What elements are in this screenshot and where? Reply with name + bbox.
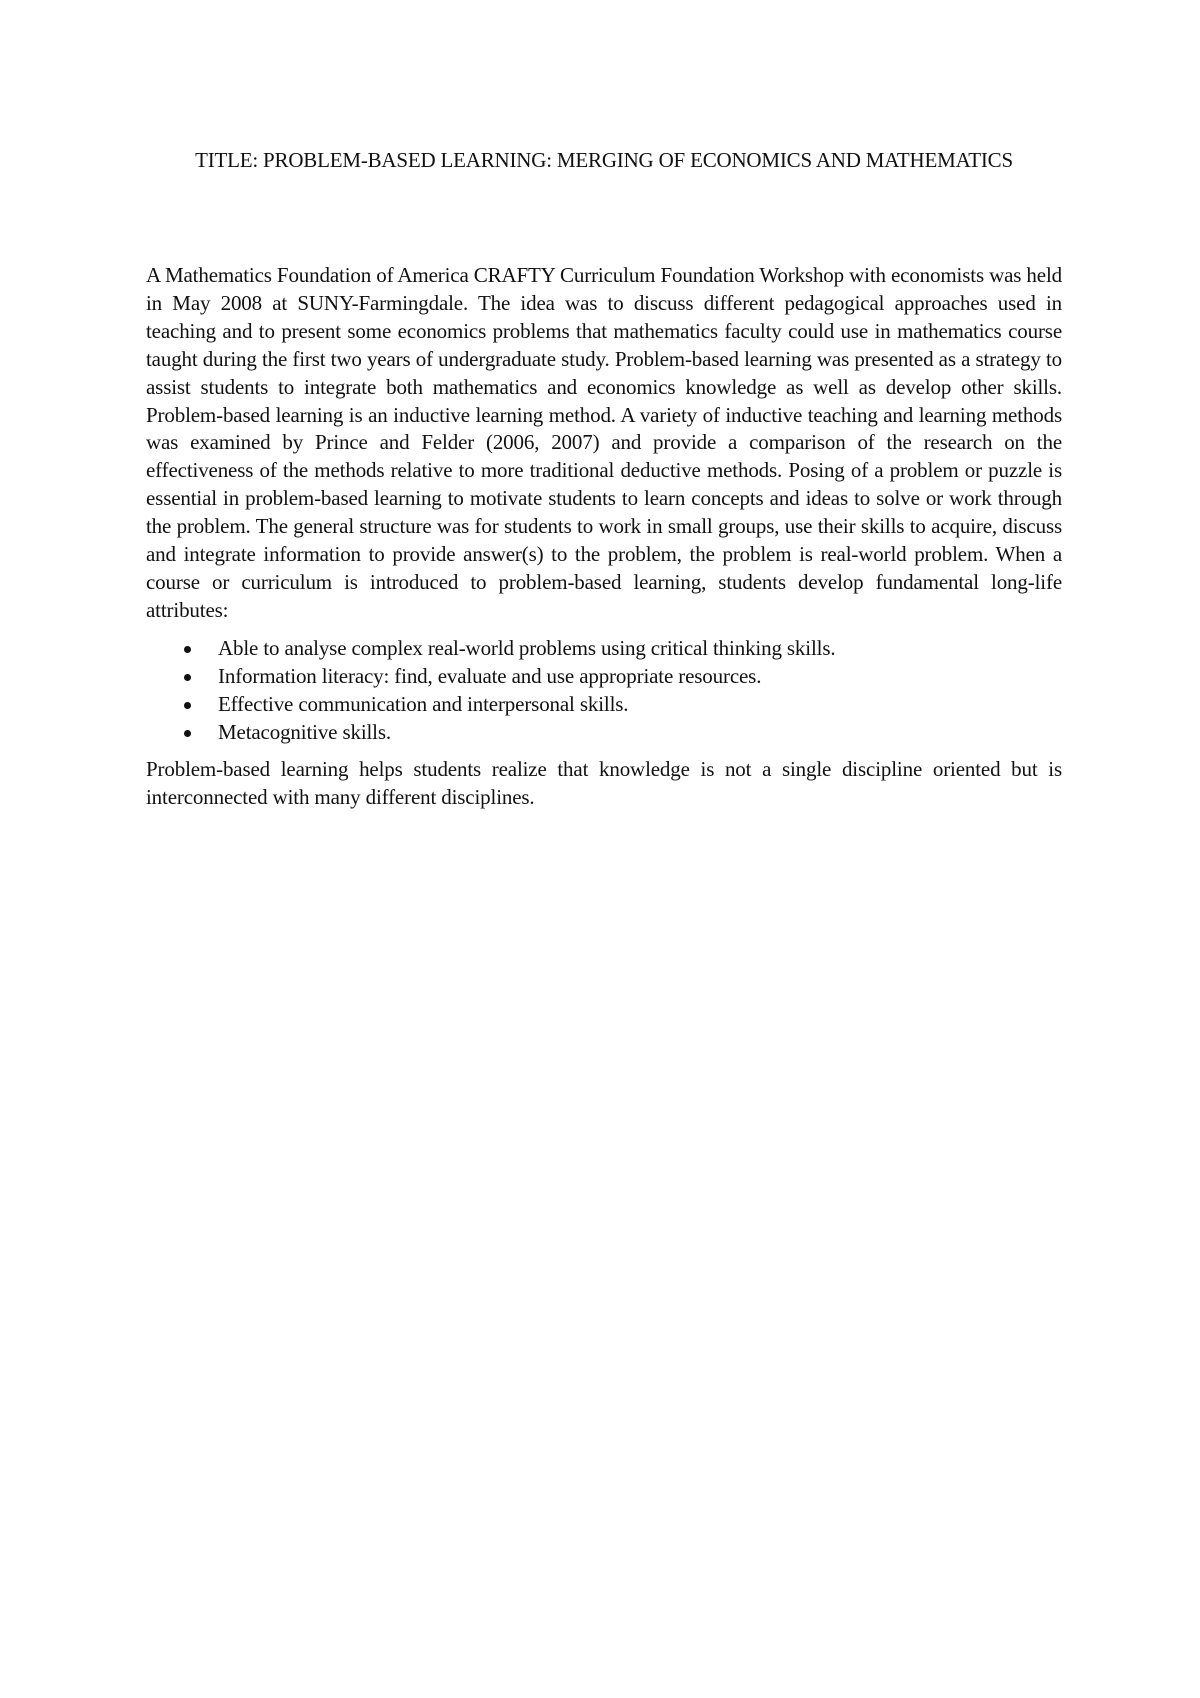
intro-paragraph: A Mathematics Foundation of America CRAFTY Curriculum Foundation Workshop with economists was held in May 2008 at SUNY-Farmingdale. The idea was to discuss different pedagogical approaches used in teaching and to present some economics problems that mathematics faculty could use in mathematics course taught during the first two years of undergraduate study. Problem-based learning was presented as a strategy to assist students to integrate both mathematics and economics knowledge as well as develop other skills. Problem-based learning is an inductive learning method. A variety of inductive teaching and learning methods was examined by Prince and Felder (2006, 2007) and provide a comparison of the research on the effectiveness of the methods relative to more traditional deductive methods. Posing of a problem or puzzle is essential in problem-based learning to motivate students to learn concepts and ideas to solve or work through the problem. The general structure was for students to work in small groups, use their skills to acquire, discuss and integrate information to provide answer(s) to the problem, the problem is real-world problem. When a course or curriculum is introduced to problem-based learning, students develop fundamental long-life attributes: bbox=[146, 263, 1062, 622]
list-item-text: Able to analyse complex real-world problems using critical thinking skills. bbox=[218, 635, 836, 660]
list-item bbox=[146, 691, 1062, 719]
document-title: TITLE: PROBLEM-BASED LEARNING: MERGING OF ECONOMICS AND MATHEMATICS bbox=[195, 148, 1013, 172]
bullet-icon bbox=[184, 646, 191, 653]
list-item bbox=[146, 635, 1062, 663]
bullet-icon bbox=[184, 702, 191, 709]
attributes-list bbox=[146, 635, 1062, 747]
list-item-text: Information literacy: find, evaluate and use appropriate resources. bbox=[218, 663, 762, 688]
list-item bbox=[146, 719, 1062, 747]
document-body bbox=[146, 262, 1062, 812]
list-item-text: Metacognitive skills. bbox=[218, 719, 391, 744]
bullet-icon bbox=[184, 730, 191, 737]
list-item-text: Effective communication and interpersonal skills. bbox=[218, 691, 629, 716]
bullet-icon bbox=[184, 674, 191, 681]
list-item bbox=[146, 663, 1062, 691]
closing-paragraph: Problem-based learning helps students realize that knowledge is not a single discipline oriented but is interconnected with many different disciplines. bbox=[146, 757, 1062, 810]
